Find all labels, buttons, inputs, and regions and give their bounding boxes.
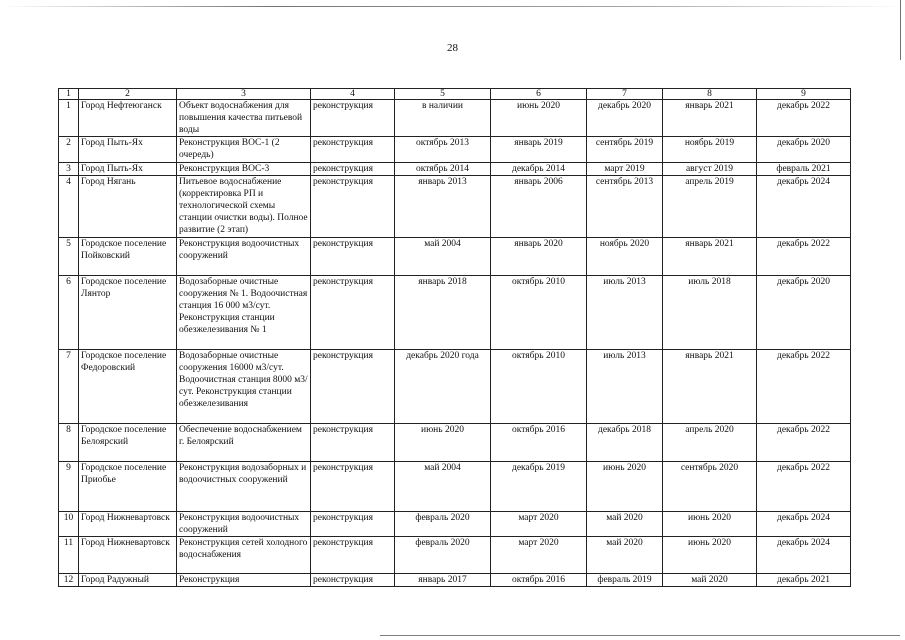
date-cell: июнь 2020 (663, 512, 757, 537)
municipality-cell: Город Нижневартовск (79, 512, 177, 537)
work-type-cell: реконструкция (311, 176, 395, 238)
date-cell: январь 2019 (491, 137, 587, 163)
object-cell: Водозаборные очистные сооружения № 1. Водоочистная станция 16 000 м3/сут. Реконструкция станции обезжелезивания № 1 (177, 276, 311, 350)
work-type-cell: реконструкция (311, 424, 395, 462)
object-cell: Реконструкция ВОС-1 (2 очередь) (177, 137, 311, 163)
date-cell: октябрь 2014 (395, 163, 491, 176)
municipality-cell: Городское поселение Белоярский (79, 424, 177, 462)
date-cell: сентябрь 2020 (663, 462, 757, 512)
date-cell: июнь 2020 (491, 100, 587, 137)
header-row (59, 89, 851, 100)
row-number-cell: 3 (59, 163, 79, 176)
date-cell: январь 2006 (491, 176, 587, 238)
table-row (59, 574, 851, 587)
date-cell: декабрь 2020 (757, 276, 851, 350)
date-cell: январь 2017 (395, 574, 491, 587)
row-number-cell: 4 (59, 176, 79, 238)
column-header: 4 (311, 89, 395, 100)
date-cell: декабрь 2020 (587, 100, 663, 137)
table-row (59, 137, 851, 163)
column-header: 1 (59, 89, 79, 100)
date-cell: апрель 2020 (663, 424, 757, 462)
date-cell: июнь 2020 (663, 537, 757, 574)
date-cell: февраль 2020 (395, 537, 491, 574)
work-type-cell: реконструкция (311, 574, 395, 587)
date-cell: декабрь 2020 (757, 137, 851, 163)
municipality-cell: Городское поселение Пойковский (79, 238, 177, 276)
date-cell: март 2020 (491, 537, 587, 574)
object-cell: Водозаборные очистные сооружения 16000 м3/сут. Водоочистная станция 8000 м3/сут. Реконструкция станции обезжелезивания (177, 350, 311, 424)
table-row (59, 100, 851, 137)
date-cell: декабрь 2022 (757, 350, 851, 424)
date-cell: ноябрь 2020 (587, 238, 663, 276)
date-cell: январь 2021 (663, 350, 757, 424)
table-row (59, 512, 851, 537)
table-row (59, 462, 851, 512)
row-number-cell: 6 (59, 276, 79, 350)
municipality-cell: Город Радужный (79, 574, 177, 587)
date-cell: декабрь 2022 (757, 462, 851, 512)
date-cell: январь 2013 (395, 176, 491, 238)
work-type-cell: реконструкция (311, 537, 395, 574)
date-cell: март 2019 (587, 163, 663, 176)
date-cell: декабрь 2019 (491, 462, 587, 512)
table-row (59, 163, 851, 176)
date-cell: июль 2013 (587, 350, 663, 424)
table-row (59, 537, 851, 574)
row-number-cell: 12 (59, 574, 79, 587)
date-cell: декабрь 2022 (757, 238, 851, 276)
municipality-cell: Городское поселение Лянтор (79, 276, 177, 350)
date-cell: декабрь 2021 (757, 574, 851, 587)
municipality-cell: Город Пыть-Ях (79, 137, 177, 163)
date-cell: декабрь 2022 (757, 100, 851, 137)
table-row (59, 276, 851, 350)
object-cell: Реконструкция (177, 574, 311, 587)
date-cell: сентябрь 2013 (587, 176, 663, 238)
date-cell: июнь 2020 (587, 462, 663, 512)
object-cell: Объект водоснабжения для повышения качества питьевой воды (177, 100, 311, 137)
date-cell: декабрь 2024 (757, 512, 851, 537)
date-cell: май 2020 (587, 537, 663, 574)
work-type-cell: реконструкция (311, 350, 395, 424)
objects-table (58, 88, 851, 587)
work-type-cell: реконструкция (311, 100, 395, 137)
municipality-cell: Город Нягань (79, 176, 177, 238)
date-cell: ноябрь 2019 (663, 137, 757, 163)
row-number-cell: 8 (59, 424, 79, 462)
date-cell: декабрь 2018 (587, 424, 663, 462)
row-number-cell: 1 (59, 100, 79, 137)
date-cell: май 2020 (663, 574, 757, 587)
date-cell: декабрь 2022 (757, 424, 851, 462)
object-cell: Питьевое водоснабжение (корректировка РП и технологической схемы станции очистки воды). Полное развитие (2 этап) (177, 176, 311, 238)
date-cell: сентябрь 2019 (587, 137, 663, 163)
column-header: 6 (491, 89, 587, 100)
date-cell: январь 2021 (663, 238, 757, 276)
object-cell: Реконструкция водоочистных сооружений (177, 512, 311, 537)
work-type-cell: реконструкция (311, 462, 395, 512)
date-cell: февраль 2019 (587, 574, 663, 587)
work-type-cell: реконструкция (311, 137, 395, 163)
row-number-cell: 7 (59, 350, 79, 424)
work-type-cell: реконструкция (311, 276, 395, 350)
object-cell: Обеспечение водоснабжением г. Белоярский (177, 424, 311, 462)
row-number-cell: 11 (59, 537, 79, 574)
page-number: 28 (447, 42, 458, 54)
date-cell: май 2004 (395, 462, 491, 512)
column-header: 2 (79, 89, 177, 100)
date-cell: октябрь 2016 (491, 574, 587, 587)
date-cell: октябрь 2010 (491, 350, 587, 424)
work-type-cell: реконструкция (311, 163, 395, 176)
scan-edge-top (0, 6, 905, 7)
date-cell: декабрь 2014 (491, 163, 587, 176)
municipality-cell: Городское поселение Приобье (79, 462, 177, 512)
date-cell: май 2020 (587, 512, 663, 537)
date-cell: июль 2018 (663, 276, 757, 350)
column-header: 9 (757, 89, 851, 100)
row-number-cell: 9 (59, 462, 79, 512)
date-cell: декабрь 2024 (757, 176, 851, 238)
municipality-cell: Город Пыть-Ях (79, 163, 177, 176)
object-cell: Реконструкция водоочистных сооружений (177, 238, 311, 276)
table-row (59, 350, 851, 424)
row-number-cell: 10 (59, 512, 79, 537)
municipality-cell: Город Нефтеюганск (79, 100, 177, 137)
date-cell: январь 2018 (395, 276, 491, 350)
date-cell: май 2004 (395, 238, 491, 276)
date-cell: октябрь 2010 (491, 276, 587, 350)
work-type-cell: реконструкция (311, 238, 395, 276)
date-cell: март 2020 (491, 512, 587, 537)
date-cell: апрель 2019 (663, 176, 757, 238)
date-cell: январь 2021 (663, 100, 757, 137)
date-cell: январь 2020 (491, 238, 587, 276)
date-cell: февраль 2021 (757, 163, 851, 176)
object-cell: Реконструкция ВОС-3 (177, 163, 311, 176)
work-type-cell: реконструкция (311, 512, 395, 537)
scan-edge-bottom (380, 635, 900, 636)
column-header: 8 (663, 89, 757, 100)
row-number-cell: 2 (59, 137, 79, 163)
column-header: 3 (177, 89, 311, 100)
date-cell: июнь 2020 (395, 424, 491, 462)
date-cell: октябрь 2013 (395, 137, 491, 163)
row-number-cell: 5 (59, 238, 79, 276)
table-row (59, 176, 851, 238)
date-cell: октябрь 2016 (491, 424, 587, 462)
municipality-cell: Город Нижневартовск (79, 537, 177, 574)
object-cell: Реконструкция водозаборных и водоочистных сооружений (177, 462, 311, 512)
column-header: 5 (395, 89, 491, 100)
table-row (59, 424, 851, 462)
date-cell: февраль 2020 (395, 512, 491, 537)
object-cell: Реконструкция сетей холодного водоснабжения (177, 537, 311, 574)
date-cell: август 2019 (663, 163, 757, 176)
date-cell: декабрь 2020 года (395, 350, 491, 424)
column-header: 7 (587, 89, 663, 100)
table-row (59, 238, 851, 276)
date-cell: декабрь 2024 (757, 537, 851, 574)
municipality-cell: Городское поселение Федоровский (79, 350, 177, 424)
date-cell: июль 2013 (587, 276, 663, 350)
date-cell: в наличии (395, 100, 491, 137)
